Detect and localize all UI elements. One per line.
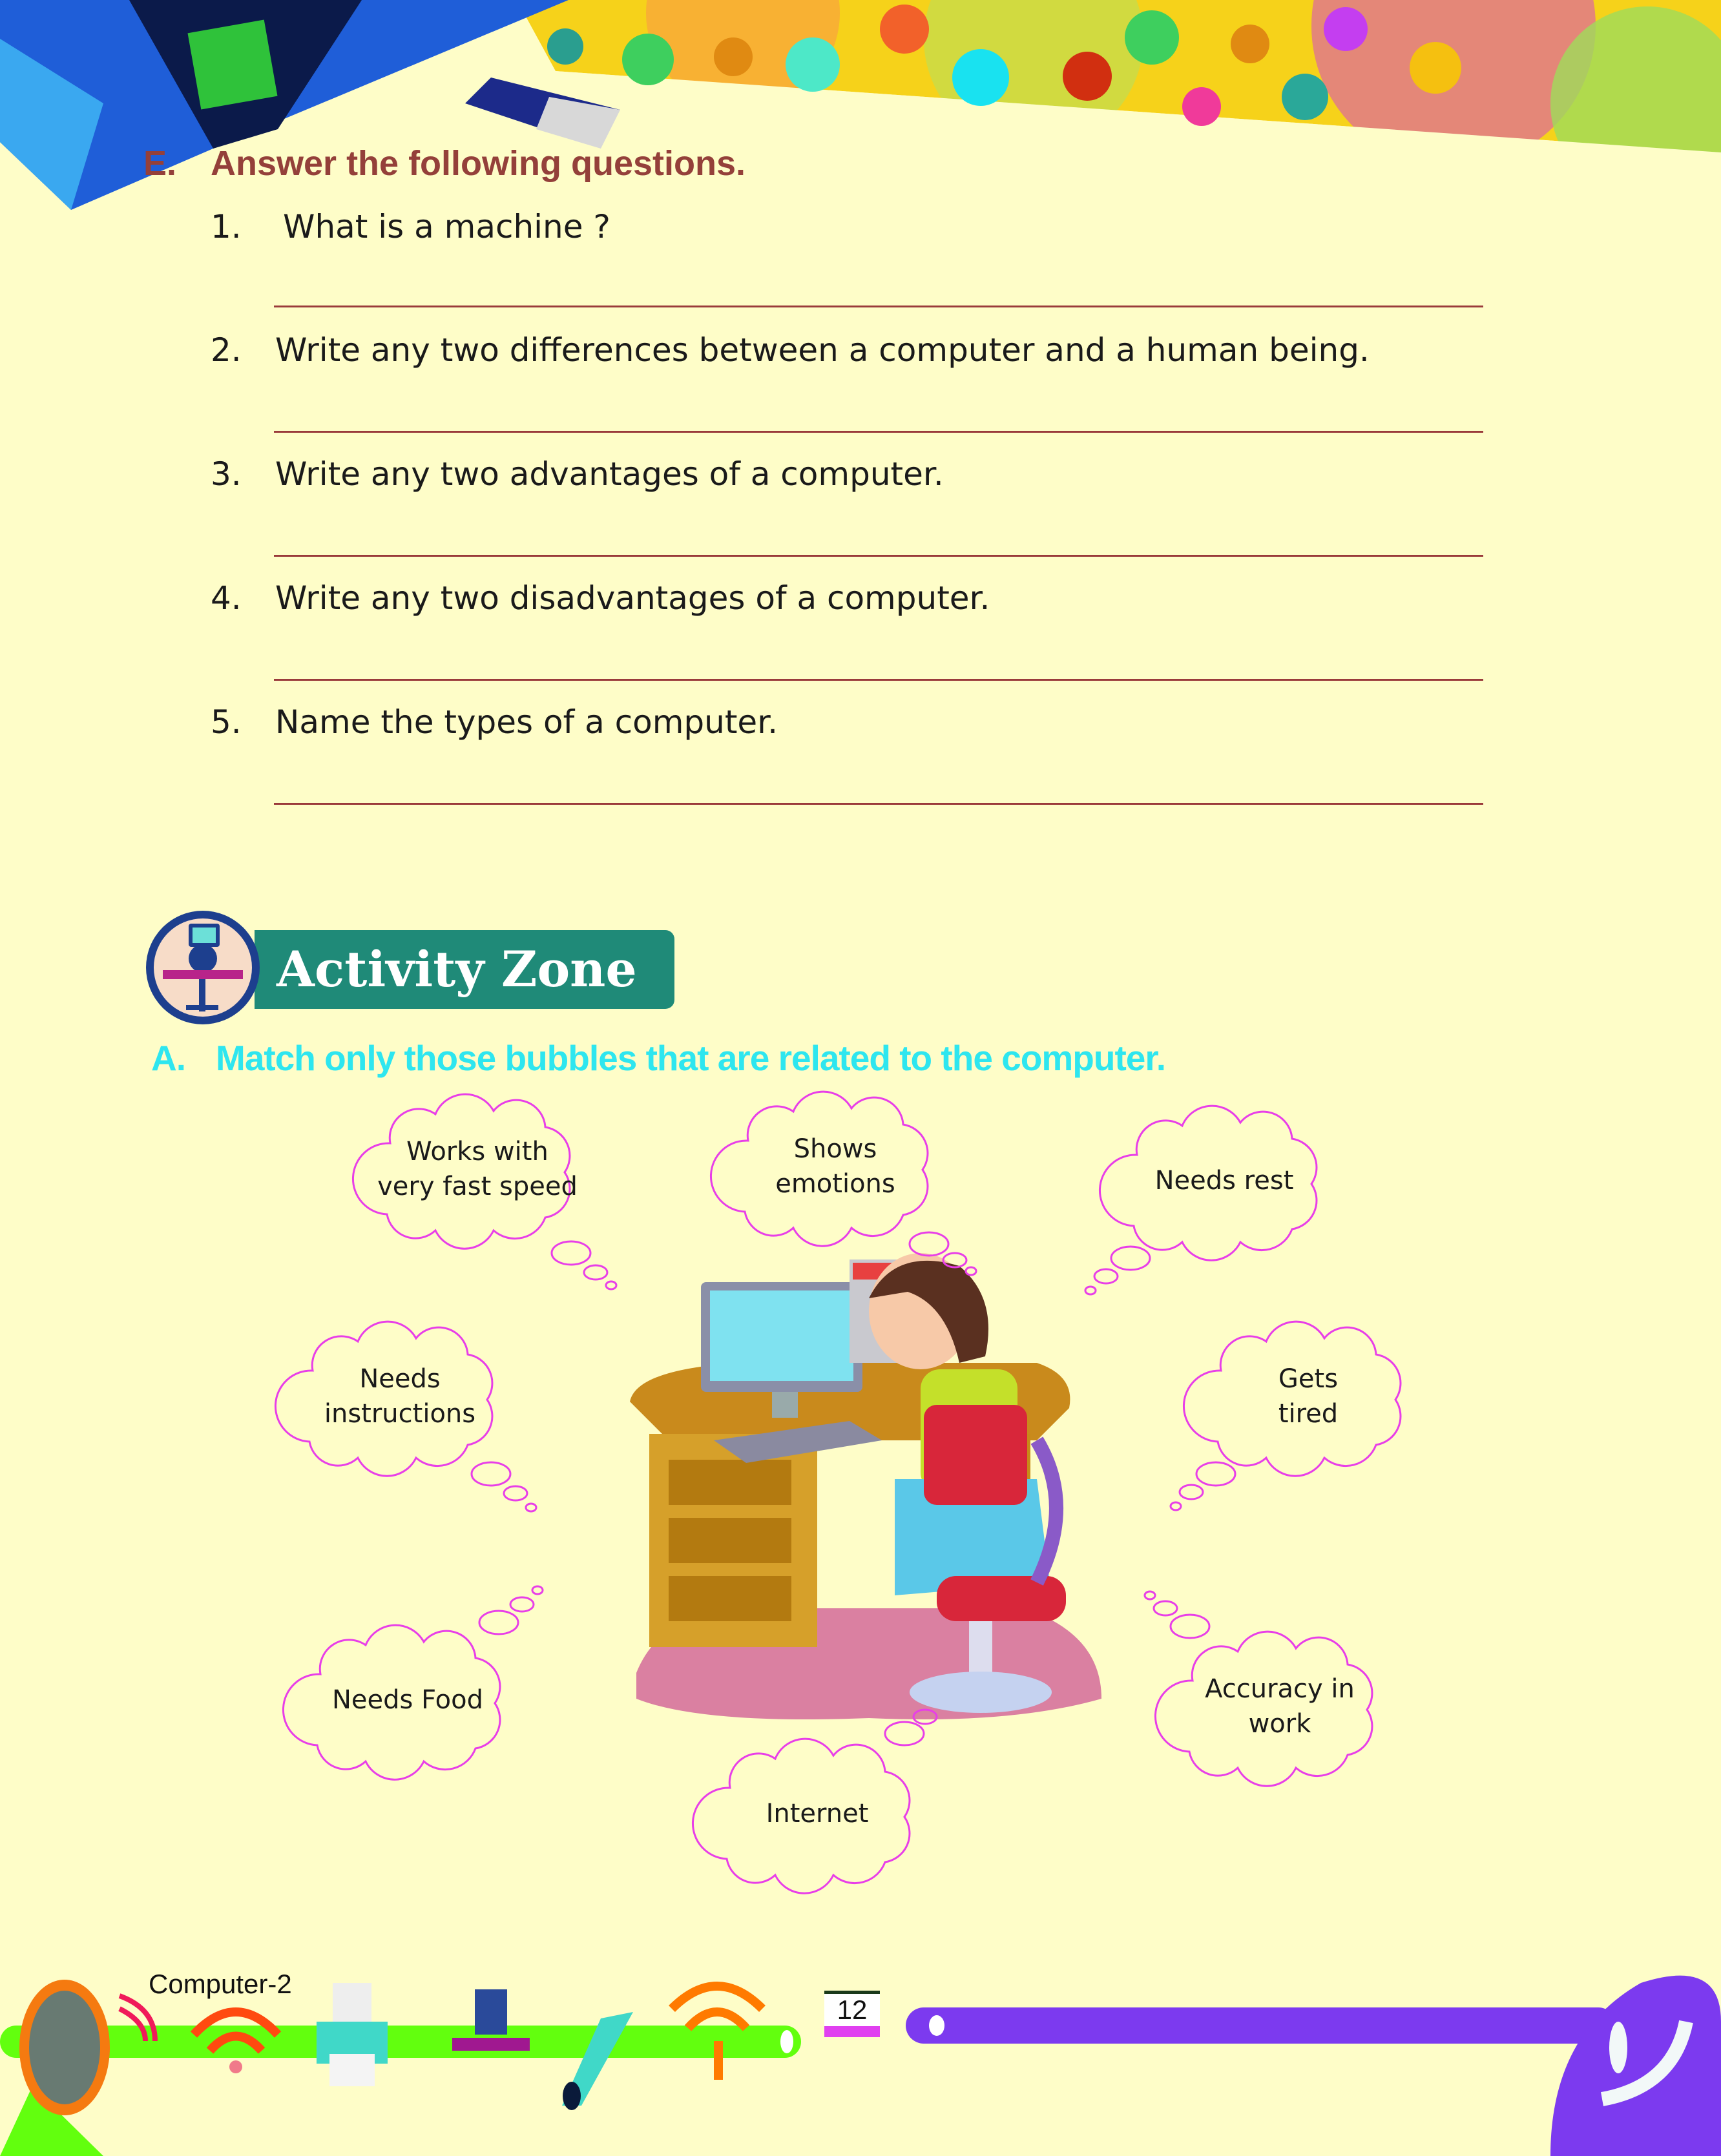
section-e-heading — [143, 143, 746, 183]
question-number: 1. — [211, 208, 242, 245]
section-e-title: Answer the following questions. — [211, 144, 746, 183]
header-banner — [0, 0, 1721, 220]
question-number: 5. — [211, 703, 242, 741]
answer-line-4[interactable] — [274, 679, 1483, 681]
bubble-works-fast[interactable] — [351, 1092, 603, 1247]
bubble-internet[interactable] — [691, 1736, 943, 1891]
question-text: Name the types of a computer. — [275, 703, 778, 741]
page-number-box — [824, 1991, 880, 2037]
bubble-needs-instructions[interactable] — [274, 1319, 526, 1474]
question-number: 3. — [211, 455, 242, 493]
question-3 — [211, 455, 944, 493]
bubble-text: Needs rest — [1154, 1166, 1294, 1196]
bubble-text: Needs instructions — [324, 1364, 476, 1429]
answer-line-3[interactable] — [274, 555, 1483, 557]
bubble-text: Gets tired — [1278, 1364, 1339, 1429]
page-number: 12 — [837, 1995, 868, 2025]
question-5 — [211, 703, 778, 741]
green-bar — [0, 2026, 801, 2058]
purple-bar — [906, 2007, 1616, 2044]
section-a-title: Match only those bubbles that are related to the computer. — [216, 1038, 1166, 1078]
answer-line-2[interactable] — [274, 431, 1483, 433]
activity-zone-icon — [143, 908, 262, 1027]
question-text: Write any two disadvantages of a computer. — [275, 579, 990, 617]
answer-line-1[interactable] — [274, 306, 1483, 307]
activity-zone-label: Activity Zone — [276, 940, 637, 998]
bubble-text: Works with very fast speed — [377, 1137, 578, 1201]
bubble-text: Needs Food — [331, 1685, 483, 1715]
question-1 — [211, 208, 610, 245]
section-a-heading — [151, 1037, 1165, 1079]
purple-swirl-icon — [1550, 1976, 1721, 2156]
section-e-letter: E. — [143, 144, 177, 183]
bubble-shows-emotions[interactable] — [709, 1089, 961, 1244]
bubble-accuracy[interactable] — [1154, 1629, 1406, 1784]
question-2 — [211, 331, 1370, 369]
bubble-text: Accuracy in work — [1205, 1674, 1355, 1739]
question-text: Write any two differences between a computer and a human being. — [275, 331, 1370, 369]
bubble-text: Internet — [766, 1799, 869, 1829]
section-a-letter: A. — [151, 1038, 185, 1078]
satellite-dish-icon — [0, 1980, 110, 2156]
question-text: Write any two advantages of a computer. — [275, 455, 944, 493]
bubble-gets-tired[interactable] — [1182, 1319, 1434, 1474]
bubble-needs-food[interactable] — [282, 1622, 534, 1778]
question-4 — [211, 579, 990, 617]
book-title: Computer-2 — [149, 1969, 292, 1999]
question-number: 2. — [211, 331, 242, 369]
girl-at-computer-illustration — [623, 1247, 1114, 1731]
question-number: 4. — [211, 579, 242, 617]
desk-computer-icon — [452, 1989, 530, 2051]
bubble-needs-rest[interactable] — [1098, 1103, 1350, 1258]
activity-zone-badge — [255, 930, 674, 1009]
printer-icon — [317, 1983, 388, 2086]
question-text: What is a machine ? — [283, 208, 610, 245]
answer-line-5[interactable] — [274, 803, 1483, 805]
bubble-text: Shows emotions — [775, 1134, 895, 1199]
